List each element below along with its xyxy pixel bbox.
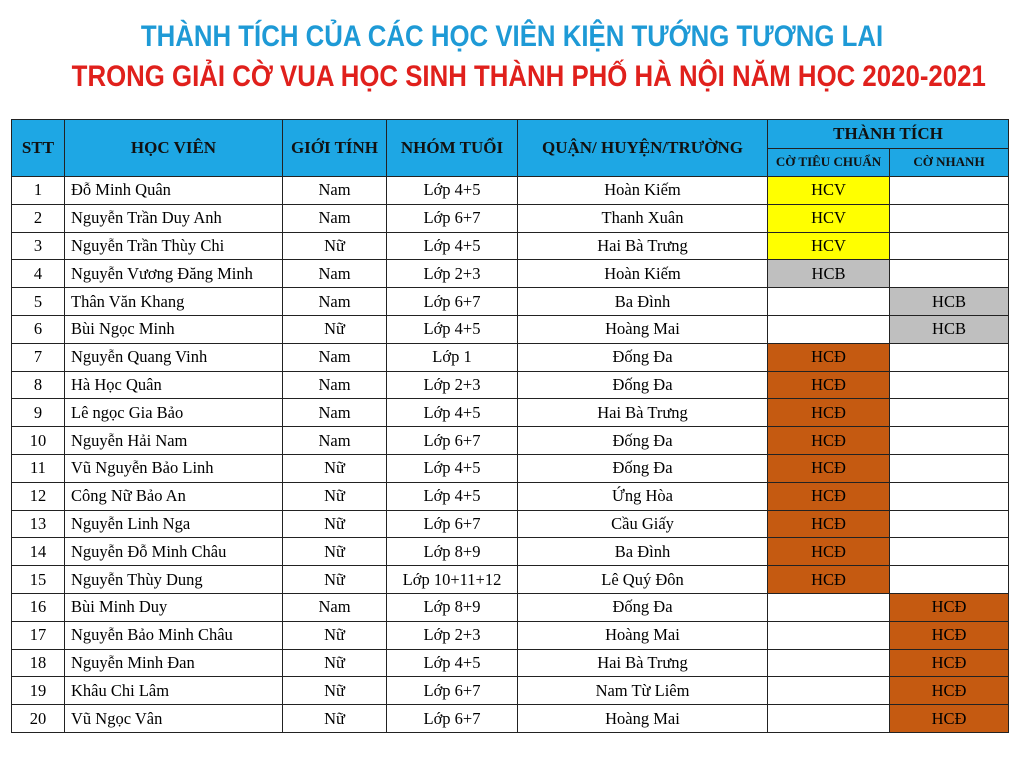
cell-standard-result — [768, 621, 890, 649]
cell-district: Đống Đa — [518, 427, 768, 455]
cell-district: Đống Đa — [518, 593, 768, 621]
cell-stt: 3 — [12, 232, 65, 260]
cell-age-group: Lớp 4+5 — [387, 315, 518, 343]
cell-gender: Nam — [283, 260, 387, 288]
cell-student-name: Vũ Ngọc Vân — [65, 705, 283, 733]
cell-gender: Nam — [283, 371, 387, 399]
table-row — [12, 482, 1009, 510]
header-stt: STT — [12, 120, 65, 177]
cell-gender: Nam — [283, 288, 387, 316]
cell-district: Ba Đình — [518, 538, 768, 566]
table-row — [12, 454, 1009, 482]
cell-district: Lê Quý Đôn — [518, 566, 768, 594]
cell-student-name: Hà Học Quân — [65, 371, 283, 399]
cell-age-group: Lớp 6+7 — [387, 510, 518, 538]
cell-stt: 2 — [12, 204, 65, 232]
cell-standard-result: HCV — [768, 232, 890, 260]
cell-stt: 13 — [12, 510, 65, 538]
cell-district: Đống Đa — [518, 343, 768, 371]
cell-standard-result: HCV — [768, 204, 890, 232]
title-line-1: THÀNH TÍCH CỦA CÁC HỌC VIÊN KIỆN TƯỚNG TƯƠNG LAI — [140, 20, 884, 53]
cell-student-name: Nguyễn Đỗ Minh Châu — [65, 538, 283, 566]
cell-student-name: Nguyễn Linh Nga — [65, 510, 283, 538]
header-standard-chess: CỜ TIÊU CHUẨN — [768, 148, 890, 177]
cell-stt: 17 — [12, 621, 65, 649]
cell-student-name: Nguyễn Thùy Dung — [65, 566, 283, 594]
table-row — [12, 177, 1009, 205]
cell-standard-result: HCĐ — [768, 343, 890, 371]
cell-standard-result: HCĐ — [768, 427, 890, 455]
cell-stt: 11 — [12, 454, 65, 482]
cell-rapid-result: HCĐ — [890, 621, 1009, 649]
cell-student-name: Bùi Minh Duy — [65, 593, 283, 621]
cell-standard-result: HCĐ — [768, 510, 890, 538]
cell-age-group: Lớp 4+5 — [387, 177, 518, 205]
cell-district: Đống Đa — [518, 371, 768, 399]
cell-age-group: Lớp 10+11+12 — [387, 566, 518, 594]
cell-student-name: Nguyễn Quang Vinh — [65, 343, 283, 371]
cell-student-name: Bùi Ngọc Minh — [65, 315, 283, 343]
cell-student-name: Lê ngọc Gia Bảo — [65, 399, 283, 427]
cell-gender: Nam — [283, 593, 387, 621]
table-row — [12, 232, 1009, 260]
cell-gender: Nữ — [283, 232, 387, 260]
cell-stt: 16 — [12, 593, 65, 621]
cell-stt: 7 — [12, 343, 65, 371]
cell-standard-result: HCĐ — [768, 538, 890, 566]
cell-stt: 9 — [12, 399, 65, 427]
cell-rapid-result: HCĐ — [890, 649, 1009, 677]
cell-stt: 12 — [12, 482, 65, 510]
cell-district: Hoàn Kiếm — [518, 177, 768, 205]
cell-standard-result — [768, 593, 890, 621]
table-row — [12, 288, 1009, 316]
cell-stt: 14 — [12, 538, 65, 566]
header-student: HỌC VIÊN — [65, 120, 283, 177]
cell-rapid-result — [890, 482, 1009, 510]
cell-standard-result — [768, 315, 890, 343]
cell-rapid-result — [890, 427, 1009, 455]
cell-stt: 20 — [12, 705, 65, 733]
cell-rapid-result — [890, 232, 1009, 260]
table-row — [12, 538, 1009, 566]
cell-district: Cầu Giấy — [518, 510, 768, 538]
table-row — [12, 593, 1009, 621]
cell-age-group: Lớp 6+7 — [387, 677, 518, 705]
cell-stt: 1 — [12, 177, 65, 205]
cell-standard-result: HCB — [768, 260, 890, 288]
table-row — [12, 621, 1009, 649]
table-row — [12, 510, 1009, 538]
cell-standard-result: HCĐ — [768, 566, 890, 594]
cell-age-group: Lớp 6+7 — [387, 288, 518, 316]
table-row — [12, 260, 1009, 288]
cell-age-group: Lớp 4+5 — [387, 232, 518, 260]
cell-district: Ba Đình — [518, 288, 768, 316]
cell-gender: Nữ — [283, 566, 387, 594]
cell-rapid-result — [890, 538, 1009, 566]
cell-standard-result — [768, 705, 890, 733]
cell-student-name: Nguyễn Trần Duy Anh — [65, 204, 283, 232]
cell-district: Thanh Xuân — [518, 204, 768, 232]
achievement-table — [11, 119, 1009, 733]
cell-student-name: Khâu Chi Lâm — [65, 677, 283, 705]
cell-age-group: Lớp 6+7 — [387, 427, 518, 455]
cell-rapid-result — [890, 371, 1009, 399]
cell-gender: Nữ — [283, 510, 387, 538]
cell-standard-result: HCV — [768, 177, 890, 205]
cell-rapid-result — [890, 399, 1009, 427]
cell-standard-result — [768, 288, 890, 316]
cell-student-name: Nguyễn Vương Đăng Minh — [65, 260, 283, 288]
table-row — [12, 649, 1009, 677]
cell-age-group: Lớp 8+9 — [387, 593, 518, 621]
cell-student-name: Nguyễn Minh Đan — [65, 649, 283, 677]
cell-district: Hoàn Kiếm — [518, 260, 768, 288]
cell-rapid-result — [890, 454, 1009, 482]
cell-age-group: Lớp 4+5 — [387, 454, 518, 482]
cell-student-name: Đỗ Minh Quân — [65, 177, 283, 205]
table-row — [12, 204, 1009, 232]
cell-rapid-result — [890, 510, 1009, 538]
header-age-group: NHÓM TUỔI — [387, 120, 518, 177]
table-row — [12, 399, 1009, 427]
cell-rapid-result — [890, 343, 1009, 371]
cell-standard-result: HCĐ — [768, 371, 890, 399]
cell-gender: Nữ — [283, 621, 387, 649]
cell-stt: 18 — [12, 649, 65, 677]
cell-rapid-result: HCĐ — [890, 705, 1009, 733]
table-body — [12, 177, 1009, 733]
cell-student-name: Thân Văn Khang — [65, 288, 283, 316]
cell-gender: Nam — [283, 204, 387, 232]
cell-rapid-result — [890, 566, 1009, 594]
cell-gender: Nam — [283, 177, 387, 205]
table-row — [12, 315, 1009, 343]
title-line-2: TRONG GIẢI CỜ VUA HỌC SINH THÀNH PHỐ HÀ NỘI NĂM HỌC 2020-2021 — [71, 60, 986, 93]
cell-stt: 15 — [12, 566, 65, 594]
cell-age-group: Lớp 2+3 — [387, 260, 518, 288]
cell-gender: Nữ — [283, 677, 387, 705]
cell-gender: Nam — [283, 399, 387, 427]
cell-gender: Nữ — [283, 454, 387, 482]
cell-gender: Nữ — [283, 649, 387, 677]
cell-district: Nam Từ Liêm — [518, 677, 768, 705]
cell-district: Hai Bà Trưng — [518, 649, 768, 677]
cell-student-name: Công Nữ Bảo An — [65, 482, 283, 510]
cell-age-group: Lớp 8+9 — [387, 538, 518, 566]
cell-student-name: Nguyễn Trần Thùy Chi — [65, 232, 283, 260]
cell-student-name: Nguyễn Bảo Minh Châu — [65, 621, 283, 649]
cell-district: Hai Bà Trưng — [518, 399, 768, 427]
cell-district: Hoàng Mai — [518, 315, 768, 343]
cell-standard-result: HCĐ — [768, 454, 890, 482]
cell-age-group: Lớp 4+5 — [387, 482, 518, 510]
cell-district: Hoàng Mai — [518, 621, 768, 649]
cell-standard-result: HCĐ — [768, 482, 890, 510]
cell-gender: Nữ — [283, 705, 387, 733]
cell-student-name: Nguyễn Hải Nam — [65, 427, 283, 455]
header-district: QUẬN/ HUYỆN/TRƯỜNG — [518, 120, 768, 177]
cell-rapid-result: HCĐ — [890, 593, 1009, 621]
cell-age-group: Lớp 2+3 — [387, 371, 518, 399]
cell-stt: 10 — [12, 427, 65, 455]
cell-student-name: Vũ Nguyễn Bảo Linh — [65, 454, 283, 482]
cell-rapid-result — [890, 204, 1009, 232]
cell-age-group: Lớp 6+7 — [387, 705, 518, 733]
table-row — [12, 566, 1009, 594]
table-row — [12, 371, 1009, 399]
table-row — [12, 705, 1009, 733]
cell-district: Đống Đa — [518, 454, 768, 482]
cell-standard-result — [768, 677, 890, 705]
cell-gender: Nữ — [283, 538, 387, 566]
header-achievement: THÀNH TÍCH — [768, 120, 1009, 149]
cell-rapid-result: HCĐ — [890, 677, 1009, 705]
cell-age-group: Lớp 6+7 — [387, 204, 518, 232]
table-row — [12, 343, 1009, 371]
header-gender: GIỚI TÍNH — [283, 120, 387, 177]
cell-district: Hai Bà Trưng — [518, 232, 768, 260]
table-row — [12, 427, 1009, 455]
cell-stt: 6 — [12, 315, 65, 343]
cell-age-group: Lớp 4+5 — [387, 399, 518, 427]
cell-stt: 8 — [12, 371, 65, 399]
table-row — [12, 677, 1009, 705]
cell-gender: Nam — [283, 427, 387, 455]
cell-gender: Nữ — [283, 315, 387, 343]
cell-gender: Nam — [283, 343, 387, 371]
cell-stt: 5 — [12, 288, 65, 316]
cell-age-group: Lớp 4+5 — [387, 649, 518, 677]
cell-standard-result: HCĐ — [768, 399, 890, 427]
cell-district: Hoàng Mai — [518, 705, 768, 733]
cell-age-group: Lớp 2+3 — [387, 621, 518, 649]
cell-stt: 4 — [12, 260, 65, 288]
table-header — [12, 120, 1009, 177]
cell-stt: 19 — [12, 677, 65, 705]
cell-rapid-result: HCB — [890, 315, 1009, 343]
cell-gender: Nữ — [283, 482, 387, 510]
cell-rapid-result — [890, 177, 1009, 205]
header-rapid-chess: CỜ NHANH — [890, 148, 1009, 177]
cell-rapid-result: HCB — [890, 288, 1009, 316]
cell-age-group: Lớp 1 — [387, 343, 518, 371]
cell-district: Ứng Hòa — [518, 482, 768, 510]
cell-rapid-result — [890, 260, 1009, 288]
cell-standard-result — [768, 649, 890, 677]
